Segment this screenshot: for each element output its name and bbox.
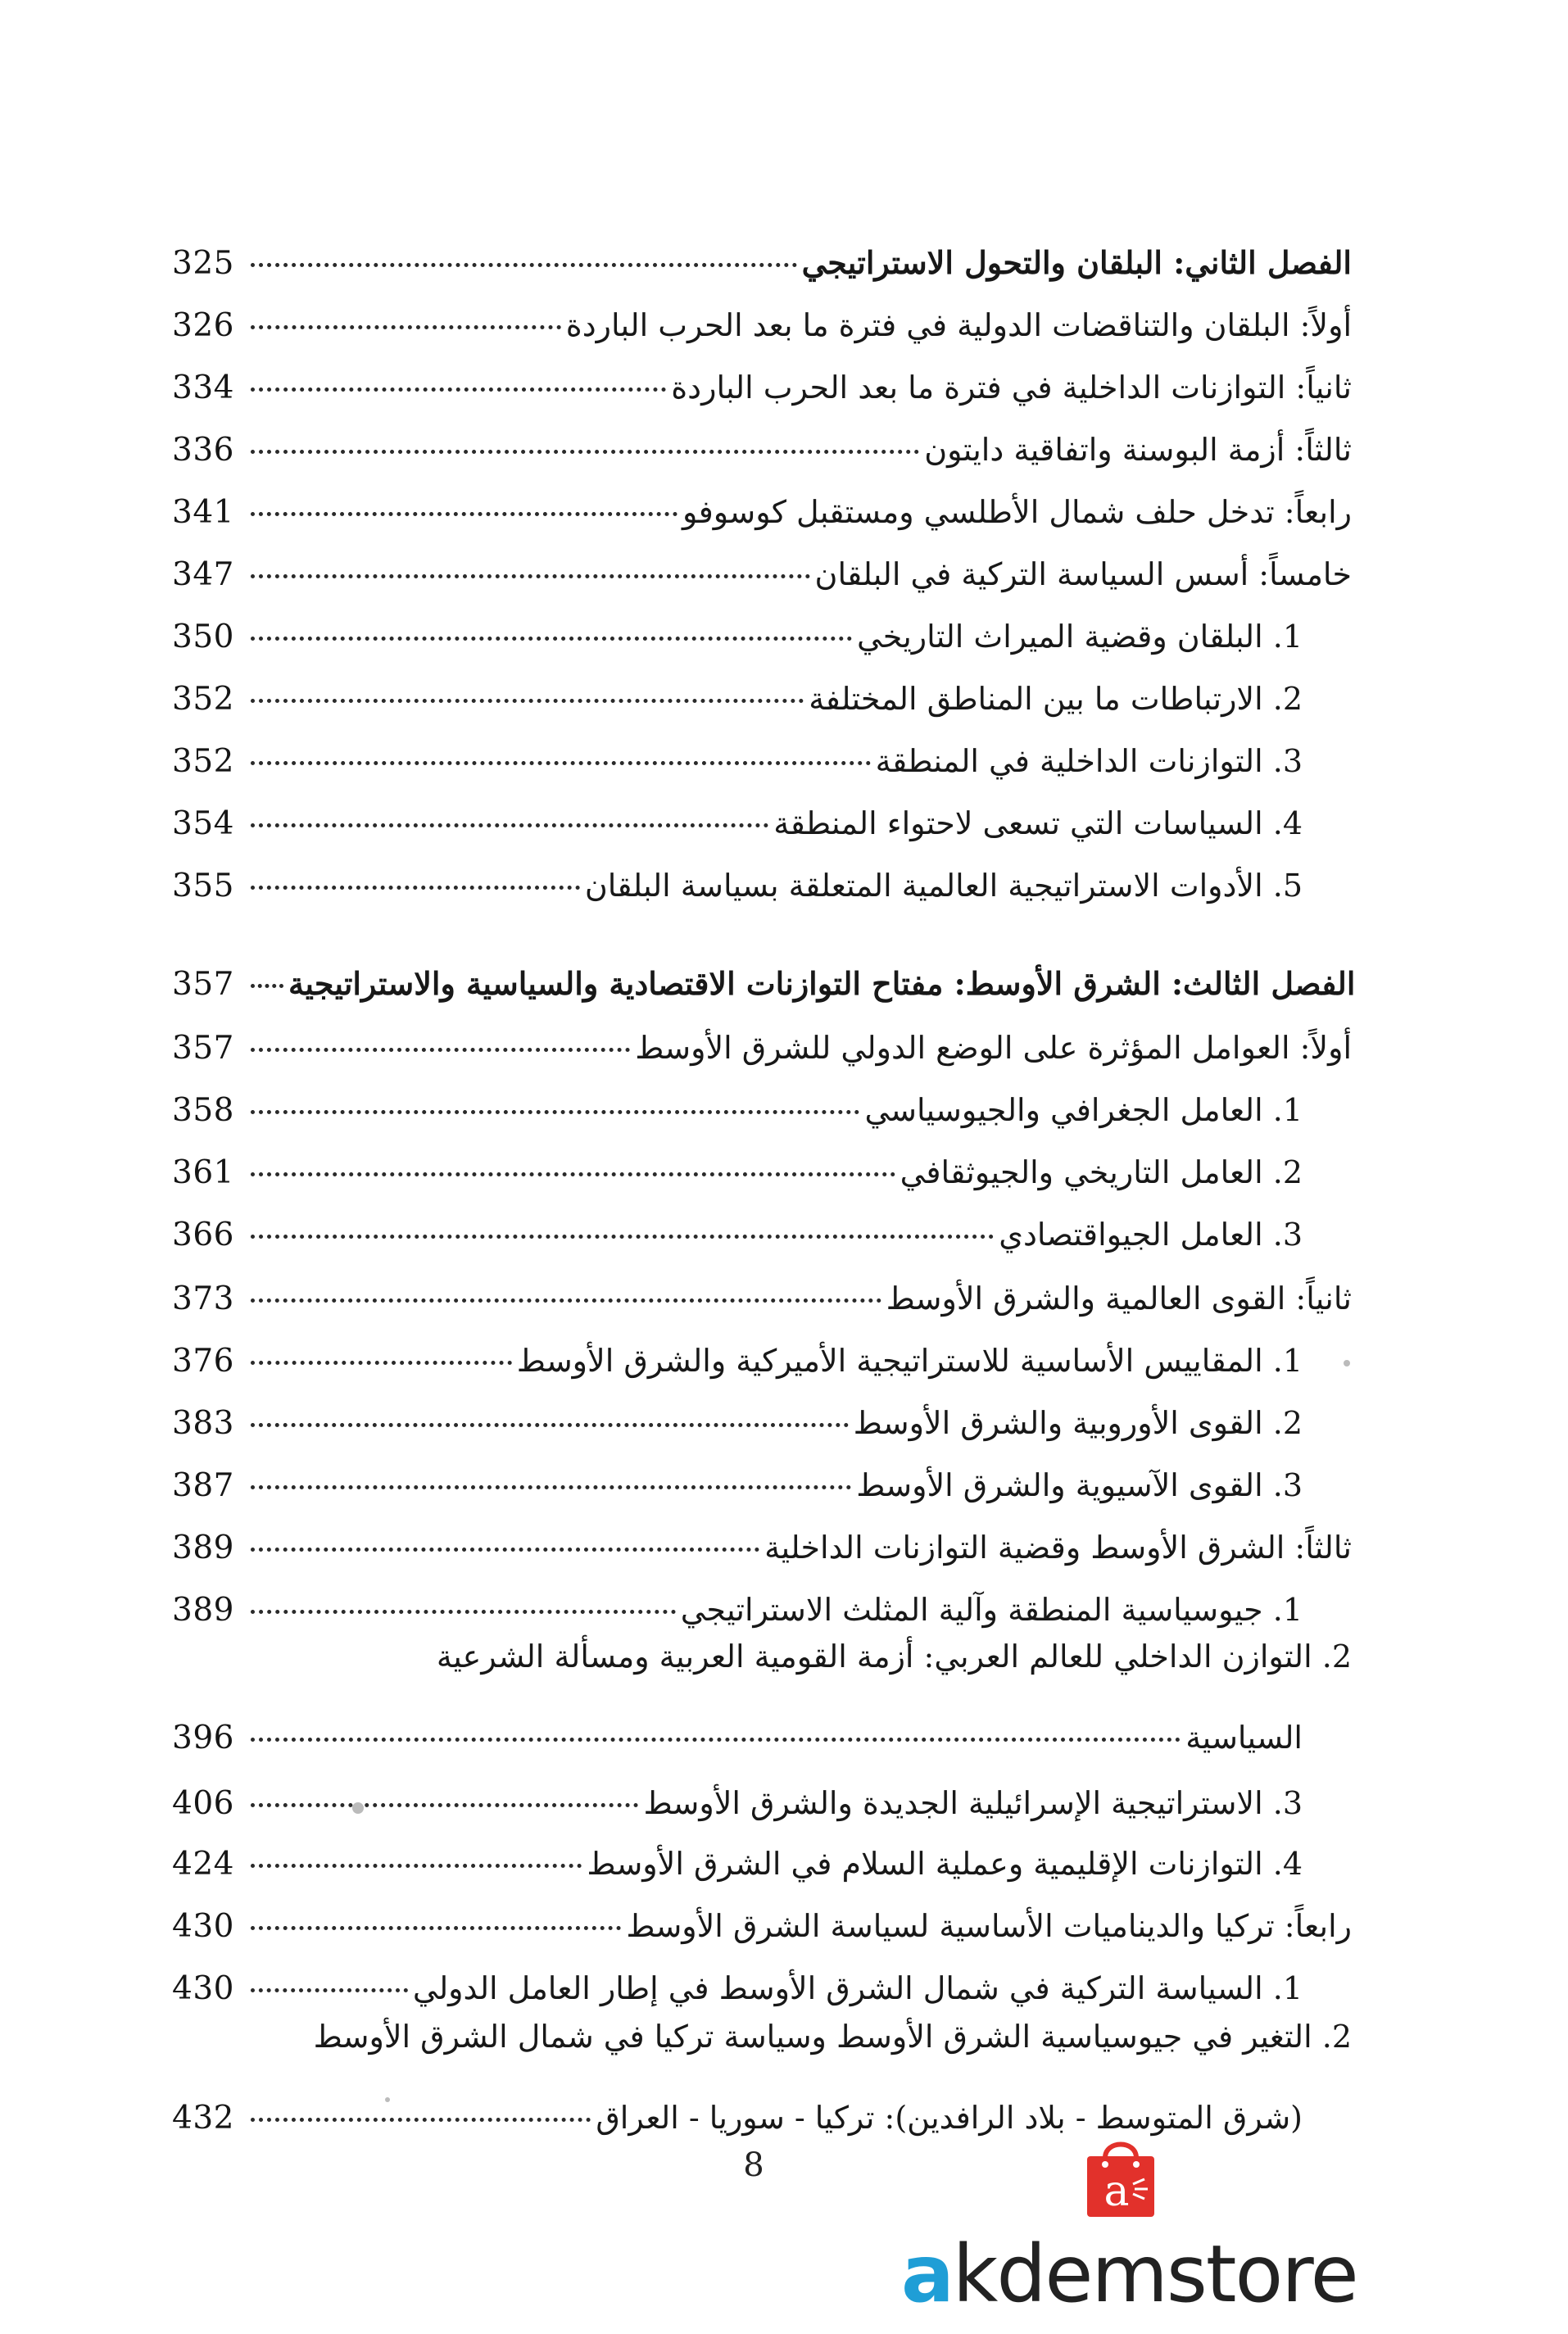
toc-page-number: 350	[172, 619, 234, 655]
toc-entry-title: السياسية	[1185, 1720, 1303, 1756]
page-number: 8	[743, 2146, 764, 2184]
brand-name-first: a	[901, 2228, 953, 2320]
toc-leader-dots	[251, 886, 580, 890]
toc-leader-dots	[251, 1048, 630, 1052]
toc-page-number: 383	[172, 1405, 234, 1442]
toc-entry-line	[172, 681, 1352, 718]
toc-leader-dots	[251, 1361, 512, 1365]
toc-page-number: 396	[172, 1720, 234, 1756]
toc-entry-line	[172, 494, 1352, 531]
toc-entry-title: ثانياً: التوازنات الداخلية في فترة ما بعد الحرب الباردة	[671, 369, 1352, 406]
toc-entry-title: أولاً: العوامل المؤثرة على الوضع الدولي للشرق الأوسط	[635, 1030, 1352, 1066]
toc-entry-row	[172, 1139, 1352, 1196]
toc-entry-title: 3. التوازنات الداخلية في المنطقة	[875, 743, 1303, 779]
toc-entry-title: 2. التوازن الداخلي للعالم العربي: أزمة القومية العربية ومسألة الشرعية	[436, 1638, 1352, 1675]
toc-entry-title: 4. السياسات التي تسعى لاحتواء المنطقة	[773, 805, 1303, 841]
toc-entry-title: الفصل الثالث: الشرق الأوسط: مفتاح التوازنات الاقتصادية والسياسية والاستراتيجية	[288, 965, 1356, 1002]
scan-speck	[385, 2097, 390, 2102]
toc-entry-line	[172, 868, 1352, 904]
brand-name	[901, 2228, 1357, 2320]
toc-entry-title: 2. القوى الأوروبية والشرق الأوسط	[853, 1405, 1303, 1441]
toc-leader-dots	[251, 1298, 881, 1303]
toc-entry-line	[172, 743, 1352, 780]
toc-page-number: 357	[172, 1030, 234, 1067]
toc-entry-row	[172, 1327, 1352, 1385]
toc-page-number: 334	[172, 369, 234, 406]
toc-page-number: 326	[172, 307, 234, 344]
toc-entry-title: خامساً: أسس السياسة التركية في البلقان	[814, 556, 1352, 592]
toc-entry-line	[172, 1217, 1352, 1253]
toc-entry-line	[172, 965, 1356, 1003]
toc-leader-dots	[251, 387, 666, 392]
toc-entry-row	[172, 790, 1352, 847]
toc-entry-line	[172, 1405, 1352, 1442]
toc-page-number: 352	[172, 743, 234, 780]
toc-leader-dots	[251, 1172, 895, 1176]
akdemstore-logo	[901, 2130, 1357, 2320]
toc-page-number: 387	[172, 1467, 234, 1504]
toc-leader-dots	[251, 1803, 638, 1807]
toc-leader-dots	[251, 1110, 859, 1114]
toc-entry-row	[172, 852, 1352, 909]
toc-entry-row	[172, 1892, 1352, 1950]
toc-entry-row	[172, 2019, 1352, 2141]
toc-leader-dots	[251, 984, 283, 988]
toc-entry-title: ثانياً: القوى العالمية والشرق الأوسط	[886, 1280, 1352, 1317]
toc-leader-dots	[251, 2118, 591, 2122]
toc-leader-dots	[251, 761, 871, 765]
toc-page-number: 347	[172, 556, 234, 593]
toc-entry-line	[172, 556, 1352, 593]
toc-entry-line	[172, 1092, 1352, 1129]
toc-entry-row	[172, 1576, 1352, 1634]
toc-leader-dots	[251, 1235, 994, 1239]
toc-page-number: 341	[172, 494, 234, 531]
toc-entry-title: 2. العامل التاريخي والجيوثقافي	[900, 1154, 1303, 1190]
toc-entry-title: ثالثاً: أزمة البوسنة واتفاقية دايتون	[924, 432, 1352, 468]
brand-name-rest: kdemstore	[952, 2228, 1357, 2320]
toc-leader-dots	[251, 1548, 759, 1552]
toc-entry-title: رابعاً: تركيا والديناميات الأساسية لسياسة الشرق الأوسط	[626, 1908, 1352, 1944]
toc-leader-dots	[251, 325, 561, 329]
toc-entry-line	[172, 1908, 1352, 1945]
toc-entry-line	[172, 1280, 1352, 1317]
toc-entry-line	[172, 1592, 1352, 1629]
toc-chapter-row	[172, 229, 1352, 287]
toc-entry-title: 1. السياسة التركية في شمال الشرق الأوسط في إطار العامل الدولي	[412, 1970, 1303, 2006]
toc-entry-row	[172, 1638, 1352, 1761]
toc-page-number: 336	[172, 432, 234, 469]
toc-entry-row	[172, 1514, 1352, 1571]
toc-entry-line	[172, 1970, 1352, 2007]
toc-entry-row	[172, 1076, 1352, 1134]
toc-entry-line	[172, 805, 1352, 842]
toc-entry-title: 1. المقاييس الأساسية للاستراتيجية الأميركية والشرق الأوسط	[516, 1343, 1303, 1379]
toc-entry-title: 1. البلقان وقضية الميراث التاريخي	[857, 619, 1303, 655]
toc-leader-dots	[251, 1926, 621, 1930]
toc-entry-row	[172, 1770, 1352, 1827]
toc-chapter-row	[172, 950, 1356, 1008]
toc-entry-title: 3. الاستراتيجية الإسرائيلية الجديدة والشرق الأوسط	[643, 1785, 1303, 1821]
toc-entry-line	[172, 1154, 1352, 1191]
toc-page-number: 357	[172, 966, 234, 1003]
toc-page-number: 432	[172, 2100, 234, 2137]
toc-leader-dots	[251, 574, 810, 578]
toc-entry-line	[172, 1343, 1352, 1380]
toc-entry-line	[172, 1467, 1352, 1504]
toc-entry-line	[172, 1785, 1352, 1822]
toc-entry-line	[172, 307, 1352, 344]
toc-entry-line	[172, 619, 1352, 655]
toc-entry-row	[172, 354, 1352, 411]
toc-leader-dots	[251, 450, 919, 454]
toc-page-number: 358	[172, 1092, 234, 1129]
shopping-bag-icon	[1076, 2130, 1166, 2220]
toc-entry-line	[172, 1720, 1352, 1756]
toc-entry-row	[172, 603, 1352, 660]
toc-entry-title: رابعاً: تدخل حلف شمال الأطلسي ومستقبل كوسوفو	[682, 494, 1352, 530]
toc-leader-dots	[251, 823, 768, 827]
toc-page-number: 373	[172, 1280, 234, 1317]
toc-leader-dots	[251, 1864, 582, 1868]
toc-leader-dots	[251, 1485, 851, 1489]
toc-leader-dots	[251, 1610, 676, 1614]
toc-entry-line	[172, 244, 1352, 282]
toc-leader-dots	[251, 1988, 408, 1992]
toc-entry-title: أولاً: البلقان والتناقضات الدولية في فترة ما بعد الحرب الباردة	[565, 307, 1352, 343]
toc-entry-line	[172, 432, 1352, 469]
toc-entry-row	[172, 1265, 1352, 1322]
toc-leader-dots	[251, 637, 852, 641]
toc-page-number: 352	[172, 681, 234, 718]
toc-page-number: 389	[172, 1592, 234, 1629]
toc-page-number: 389	[172, 1530, 234, 1566]
toc-entry-row	[172, 1389, 1352, 1447]
toc-entry-line	[172, 1530, 1352, 1566]
toc-page-number: 430	[172, 1908, 234, 1945]
toc-entry-row	[172, 292, 1352, 349]
toc-page-number: 325	[172, 245, 234, 282]
toc-entry-title: 1. العامل الجغرافي والجيوسياسي	[864, 1092, 1303, 1128]
toc-leader-dots	[251, 699, 804, 703]
toc-page-number: 355	[172, 868, 234, 904]
toc-entry-title: 1. جيوسياسية المنطقة وآلية المثلث الاستراتيجي	[680, 1592, 1303, 1628]
toc-page-number: 430	[172, 1970, 234, 2007]
logo-letter: a	[1103, 2167, 1130, 2216]
toc-page-number: 366	[172, 1217, 234, 1253]
toc-leader-dots	[251, 1738, 1181, 1742]
toc-entry-title: 3. العامل الجيواقتصادي	[999, 1217, 1303, 1253]
toc-entry-title: ثالثاً: الشرق الأوسط وقضية التوازنات الداخلية	[764, 1530, 1352, 1566]
toc-entry-row	[172, 1014, 1352, 1072]
toc-page-number: 424	[172, 1846, 234, 1883]
scan-speck	[1344, 1360, 1350, 1366]
toc-entry-row	[172, 541, 1352, 598]
toc-entry-line	[172, 1030, 1352, 1067]
toc-entry-title: 3. القوى الآسيوية والشرق الأوسط	[856, 1467, 1303, 1503]
toc-leader-dots	[251, 512, 678, 516]
toc-entry-title: 2. التغير في جيوسياسية الشرق الأوسط وسياسة تركيا في شمال الشرق الأوسط	[313, 2019, 1352, 2055]
toc-page-number: 376	[172, 1343, 234, 1380]
toc-page-number: 406	[172, 1785, 234, 1822]
toc-leader-dots	[251, 263, 797, 267]
toc-entry-row	[172, 416, 1352, 474]
toc-entry-title: 5. الأدوات الاستراتيجية العالمية المتعلقة بسياسة البلقان	[584, 868, 1303, 904]
toc-entry-row	[172, 665, 1352, 723]
toc-leader-dots	[251, 1423, 849, 1427]
toc-entry-row	[172, 727, 1352, 785]
toc-entry-row	[172, 1452, 1352, 1509]
toc-entry-line	[172, 369, 1352, 406]
toc-entry-title: 2. الارتباطات ما بين المناطق المختلفة	[809, 681, 1303, 717]
scan-speck	[352, 1802, 364, 1814]
toc-entry-row	[172, 1830, 1352, 1888]
toc-entry-title: 4. التوازنات الإقليمية وعملية السلام في الشرق الأوسط	[587, 1846, 1303, 1882]
toc-entry-row	[172, 1201, 1352, 1258]
toc-page-number: 354	[172, 805, 234, 842]
toc-entry-row	[172, 478, 1352, 536]
toc-entry-row	[172, 1955, 1352, 2012]
toc-entry-title: الفصل الثاني: البلقان والتحول الاستراتيجي	[801, 244, 1352, 281]
toc-entry-title: (شرق المتوسط - بلاد الرافدين): تركيا - سوريا - العراق	[596, 2100, 1303, 2136]
toc-page-number: 361	[172, 1154, 234, 1191]
toc-entry-line	[172, 1846, 1352, 1883]
